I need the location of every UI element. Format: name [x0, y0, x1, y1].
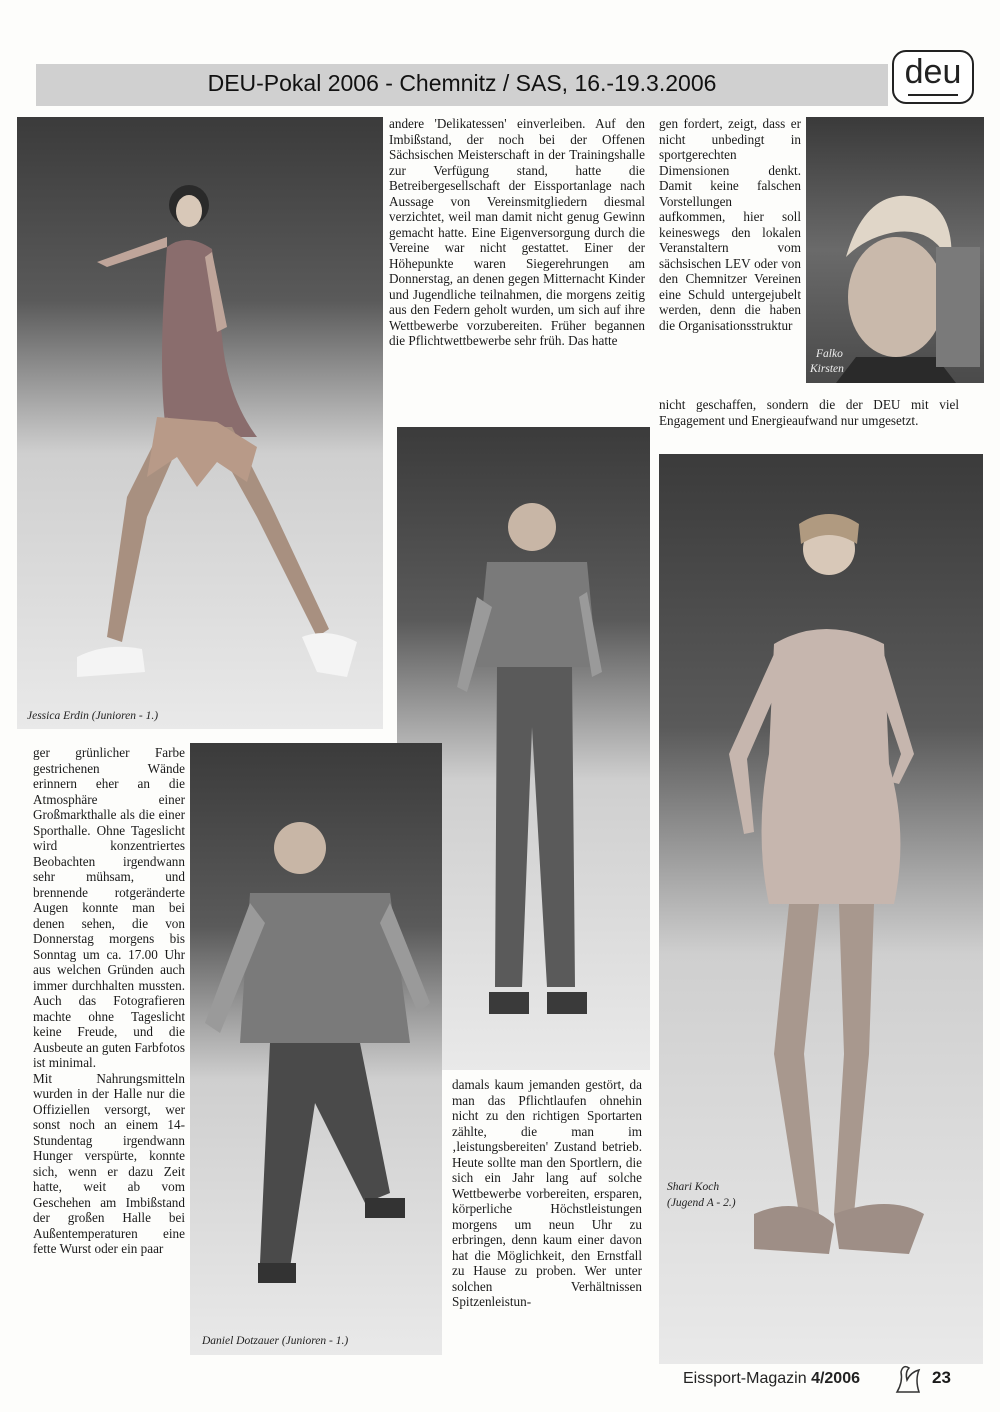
- photo-falko-kirsten: [806, 117, 984, 383]
- logo-text: deu: [904, 53, 962, 91]
- caption-falko-2: Kirsten: [810, 363, 844, 375]
- text-column-right-wide: [659, 397, 959, 428]
- photo-jessica-erdin: [17, 117, 383, 729]
- skater-figure-icon: [659, 454, 983, 1364]
- header-bar: [36, 64, 888, 106]
- text-column-right-top: [659, 116, 801, 333]
- swan-icon: [893, 1362, 923, 1396]
- footer-magazine-name: Eissport-Magazin: [683, 1370, 807, 1387]
- photo-daniel-dotzauer: [190, 743, 442, 1355]
- logo-underline-icon: [908, 94, 958, 100]
- paragraph: gen fordert, zeigt, dass er nicht unbedingt in sportgerechten Dimensionen denkt. Damit keine falschen Vorstellungen aufkommen, hier soll keineswegs den lokalen Veranstaltern vom sächsischen LEV oder von den Chemnitzer Vereinen eine Schuld untergejubelt werden, denn die haben die Organisationsstruktur: [659, 116, 801, 333]
- deu-logo: [892, 50, 974, 104]
- text-column-left-bottom: [33, 745, 185, 1257]
- caption-daniel: Daniel Dotzauer (Junioren - 1.): [202, 1335, 349, 1347]
- caption-shari-2: (Jugend A - 2.): [667, 1197, 736, 1209]
- skater-figure-icon: [190, 743, 442, 1355]
- caption-shari-1: Shari Koch: [667, 1181, 720, 1193]
- paragraph: Mit Nahrungsmitteln wurden in der Halle nur die Offiziellen versorgt, wer sonst noch an einem 14-Stundentag irgendwann Hunger verspürte, konnte sich, wenn er dazu Zeit hatte, weit ab vom Geschehen am Imbißstand der großen Halle bei Außentemperaturen eine fette Wurst oder ein paar: [33, 1070, 185, 1256]
- paragraph: nicht geschaffen, sondern die der DEU mit viel Engagement und Energieaufwand nur umgesetzt.: [659, 397, 959, 428]
- page-title: DEU-Pokal 2006 - Chemnitz / SAS, 16.-19.3.2006: [207, 70, 717, 96]
- text-column-middle-top: [389, 116, 645, 349]
- text-column-middle-bottom: [452, 1077, 642, 1310]
- portrait-icon: [806, 117, 984, 383]
- footer-magazine: [683, 1370, 860, 1388]
- paragraph: andere 'Delikatessen' einverleiben. Auf den Imbißstand, der noch bei der Offenen Sächsischen Meisterschaft in der Trainingshalle zur Verfügung stand, hatte die Betreibergesellschaft der Eissportanlage nach Aussage von Vereinsmitgliedern diesmal verzichtet, weil man damit nicht genug Gewinn gemacht hatte. Eine Eigenversorgung durch die Vereine war nicht gestattet. Einer der Höhepunkte waren Siegerehrungen am Donnerstag, an denen gegen Mitternacht Kinder und Jugendliche teilnahmen, die morgens zeitig aus den Federn geholt wurden, um sich auf ihre Wettbewerbe vorzubereiten. Früher begannen die Pflichtwettbewerbe sehr früh. Das hatte: [389, 116, 645, 348]
- footer-issue: 4/2006: [811, 1370, 860, 1387]
- caption-falko-1: Falko: [816, 348, 843, 360]
- photo-shari-koch: [659, 454, 983, 1364]
- paragraph: ger grünlicher Farbe gestrichenen Wände erinnern eher an die Atmosphäre einer Großmarkthalle als die einer Sporthalle. Ohne Tageslicht wird konzentriertes Beobachten irgendwann sehr mühsam, und brennende rotgeränderte Augen konnte man bei denen sehen, die von Donnerstag morgens bis Sonntag um ca. 17.00 Uhr aus welchen Gründen auch immer durchhalten mussten. Auch das Fotografieren machte ohne Tageslicht keine Freude, und die Ausbeute an guten Farbfotos ist minimal.: [33, 745, 185, 1070]
- paragraph: damals kaum jemanden gestört, da man das Pflichtlaufen ohnehin nicht zu den richtigen Sportarten zählte, die man im ‚leistungsbereiten' Zustand betrieb. Heute sollte man den Sportlern, die sich ein Jahr lang auf solche Wettbewerbe vorbereiten, ersparen, körperliche Höchstleistungen morgens um neun Uhr zu erbringen, denn kaum einer davon hat die Möglichkeit, den Ernstfall zu Hause zu proben. Wer unter solchen Verhältnissen Spitzenleistun-: [452, 1077, 642, 1309]
- skater-figure-icon: [17, 117, 383, 729]
- caption-jessica: Jessica Erdin (Junioren - 1.): [27, 710, 159, 722]
- page-number: 23: [932, 1368, 951, 1387]
